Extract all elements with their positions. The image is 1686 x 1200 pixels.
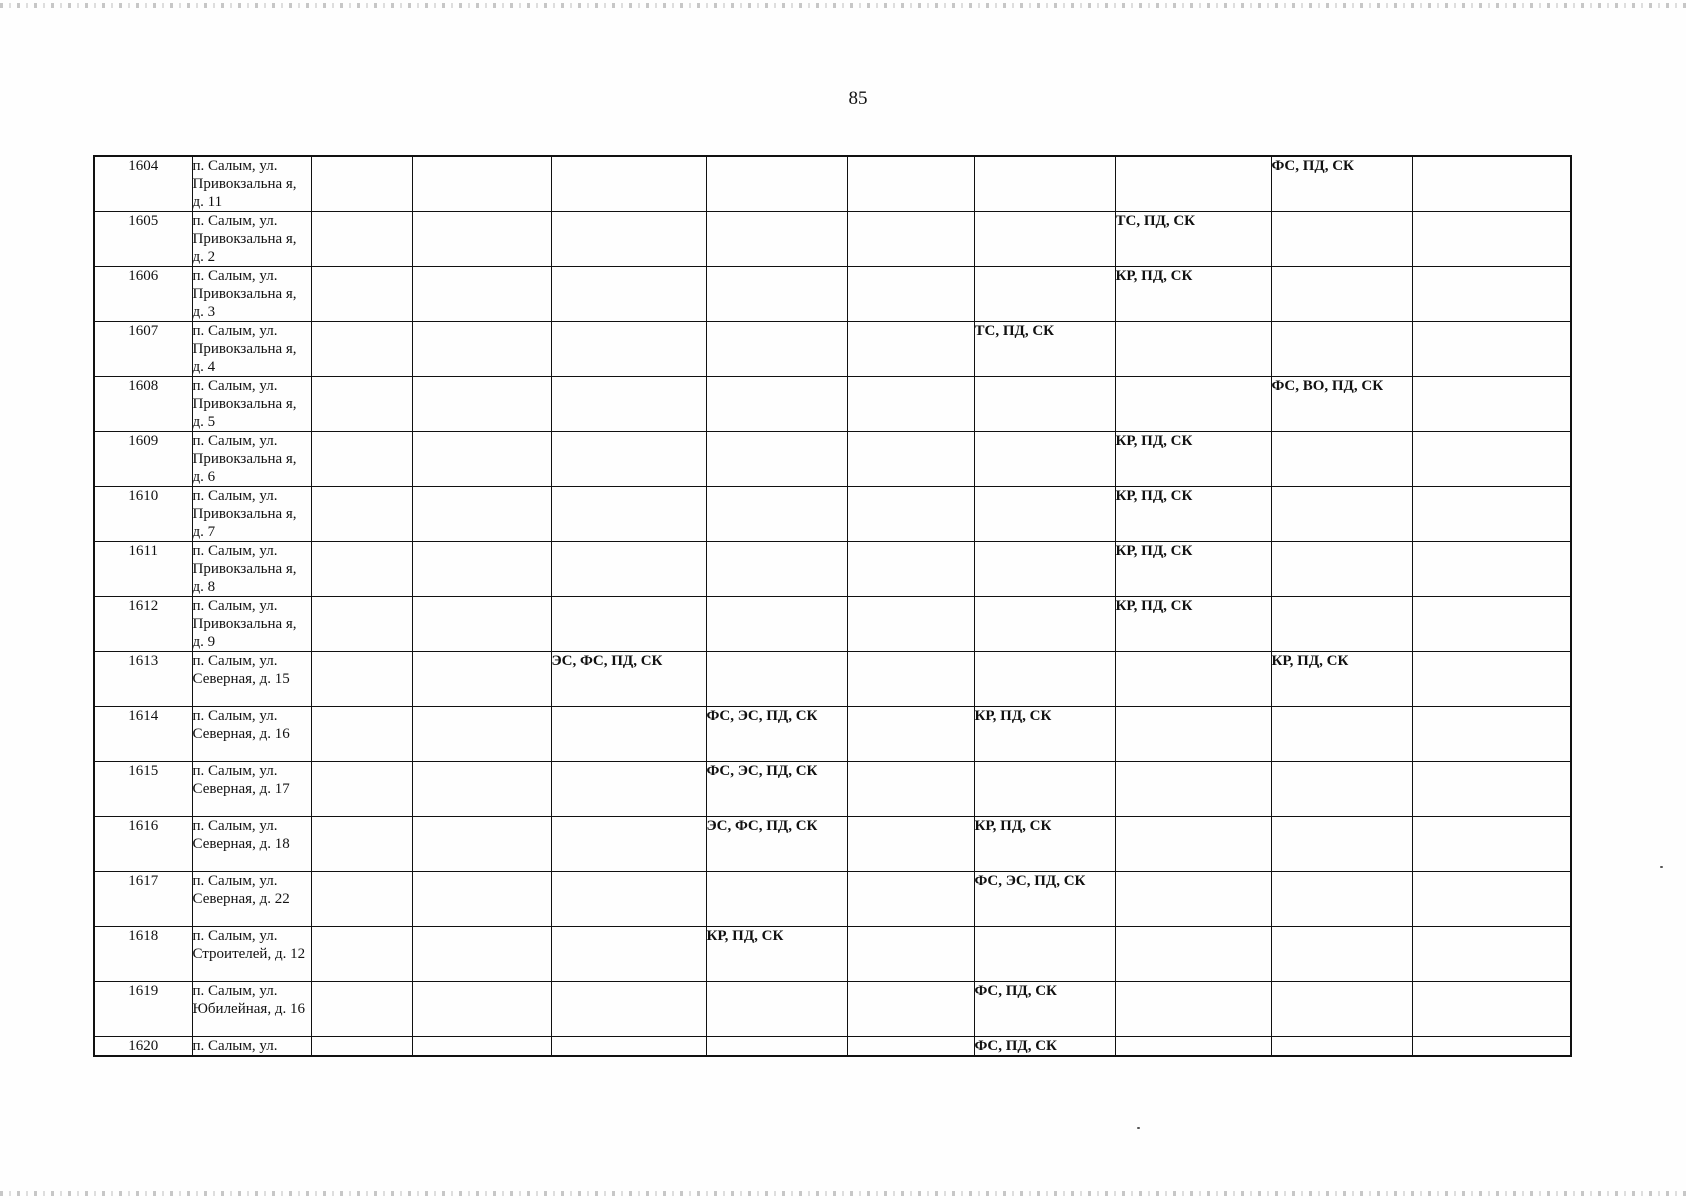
work-type-cell <box>1412 267 1571 322</box>
work-type-cell: ФС, ПД, СК <box>974 1037 1115 1057</box>
work-type-cell <box>1412 927 1571 982</box>
work-type-cell <box>974 267 1115 322</box>
work-type-cell <box>311 597 412 652</box>
work-type-cell <box>1412 817 1571 872</box>
work-type-cell <box>1412 707 1571 762</box>
work-type-cell <box>551 377 706 432</box>
work-type-cell <box>974 652 1115 707</box>
work-type-cell: КР, ПД, СК <box>1115 597 1271 652</box>
work-type-cell <box>412 377 551 432</box>
work-type-cell <box>412 322 551 377</box>
address-cell <box>192 762 311 817</box>
work-type-cell <box>412 542 551 597</box>
work-type-cell: КР, ПД, СК <box>1115 487 1271 542</box>
work-type-cell <box>412 762 551 817</box>
work-type-cell <box>974 487 1115 542</box>
row-number-cell: 1618 <box>94 927 192 982</box>
work-type-cell <box>974 762 1115 817</box>
work-type-cell <box>1412 762 1571 817</box>
work-type-cell <box>706 597 847 652</box>
row-number-cell: 1620 <box>94 1037 192 1057</box>
address-text: п. Салым, ул. Северная, д. 18 <box>192 818 290 852</box>
address-text: п. Салым, ул. Привокзальна я, д. 7 <box>192 488 297 540</box>
work-type-cell <box>311 212 412 267</box>
work-type-cell <box>706 212 847 267</box>
work-type-cell <box>1271 1037 1412 1057</box>
work-type-cell <box>1271 212 1412 267</box>
work-type-cell <box>551 542 706 597</box>
row-number-cell: 1608 <box>94 377 192 432</box>
work-type-cell: ЭС, ФС, ПД, СК <box>706 817 847 872</box>
address-text: п. Салым, ул. Привокзальна я, д. 4 <box>192 323 297 375</box>
work-type-cell <box>847 597 974 652</box>
work-type-cell <box>551 212 706 267</box>
scan-edge-bottom <box>0 1191 1686 1196</box>
address-text: п. Салым, ул. Привокзальна я, д. 11 <box>192 158 297 210</box>
table-row <box>94 377 1571 432</box>
address-text: п. Салым, ул. Северная, д. 17 <box>192 763 290 797</box>
work-type-cell <box>1115 982 1271 1037</box>
work-type-cell <box>412 1037 551 1057</box>
work-type-cell <box>551 432 706 487</box>
work-type-cell <box>311 156 412 212</box>
address-cell <box>192 1037 311 1057</box>
row-number-cell: 1611 <box>94 542 192 597</box>
work-type-cell <box>1115 872 1271 927</box>
work-type-cell <box>311 762 412 817</box>
row-number-cell: 1612 <box>94 597 192 652</box>
table-row <box>94 927 1571 982</box>
work-type-cell <box>412 817 551 872</box>
work-type-cell: КР, ПД, СК <box>1115 432 1271 487</box>
work-type-cell <box>412 267 551 322</box>
work-type-cell <box>1115 762 1271 817</box>
work-type-cell <box>974 432 1115 487</box>
address-text: п. Салым, ул. Привокзальна я, д. 6 <box>192 433 297 485</box>
work-type-cell: ФС, ЭС, ПД, СК <box>974 872 1115 927</box>
work-type-cell <box>1271 707 1412 762</box>
work-type-cell <box>551 872 706 927</box>
work-type-cell <box>551 982 706 1037</box>
work-type-cell: ФС, ПД, СК <box>1271 156 1412 212</box>
work-type-cell <box>847 982 974 1037</box>
address-cell <box>192 542 311 597</box>
work-type-cell <box>311 652 412 707</box>
table-row <box>94 597 1571 652</box>
row-number-cell: 1616 <box>94 817 192 872</box>
address-text: п. Салым, ул. Привокзальна я, д. 3 <box>192 268 297 320</box>
work-type-cell <box>412 156 551 212</box>
row-number-cell: 1609 <box>94 432 192 487</box>
table-row <box>94 212 1571 267</box>
work-type-cell <box>412 597 551 652</box>
work-type-cell <box>412 432 551 487</box>
work-type-cell <box>974 927 1115 982</box>
work-type-cell <box>1412 432 1571 487</box>
work-type-cell <box>847 156 974 212</box>
work-type-cell <box>551 927 706 982</box>
row-number-cell: 1614 <box>94 707 192 762</box>
work-type-cell <box>1271 927 1412 982</box>
row-number-cell: 1604 <box>94 156 192 212</box>
work-type-cell <box>1115 322 1271 377</box>
work-type-cell <box>706 322 847 377</box>
work-type-cell <box>311 322 412 377</box>
address-cell <box>192 377 311 432</box>
address-cell <box>192 817 311 872</box>
table-row <box>94 762 1571 817</box>
work-type-cell <box>847 927 974 982</box>
work-type-cell <box>1115 652 1271 707</box>
table-row <box>94 817 1571 872</box>
work-type-cell <box>551 597 706 652</box>
address-cell <box>192 652 311 707</box>
work-type-cell <box>551 817 706 872</box>
table-row <box>94 487 1571 542</box>
address-cell <box>192 212 311 267</box>
scan-edge-top <box>0 3 1686 8</box>
row-number-cell: 1607 <box>94 322 192 377</box>
row-number-cell: 1619 <box>94 982 192 1037</box>
work-type-cell <box>706 432 847 487</box>
work-type-cell <box>412 872 551 927</box>
work-type-cell <box>311 377 412 432</box>
work-type-cell: КР, ПД, СК <box>974 817 1115 872</box>
work-type-cell <box>706 982 847 1037</box>
work-type-cell <box>311 707 412 762</box>
table-row <box>94 156 1571 212</box>
address-text: п. Салым, ул. Северная, д. 22 <box>192 873 290 907</box>
work-type-cell <box>412 982 551 1037</box>
work-type-cell <box>847 1037 974 1057</box>
work-type-cell <box>974 212 1115 267</box>
work-type-cell <box>311 817 412 872</box>
work-type-cell <box>847 212 974 267</box>
work-type-cell <box>1412 597 1571 652</box>
work-type-cell <box>847 377 974 432</box>
table-body <box>94 156 1571 1056</box>
work-type-cell <box>1115 377 1271 432</box>
work-type-cell <box>706 487 847 542</box>
work-type-cell <box>412 707 551 762</box>
address-cell <box>192 156 311 212</box>
work-type-cell: ФС, ЭС, ПД, СК <box>706 762 847 817</box>
work-type-cell <box>412 927 551 982</box>
work-type-cell <box>1412 212 1571 267</box>
work-type-cell <box>551 322 706 377</box>
row-number-cell: 1617 <box>94 872 192 927</box>
address-cell <box>192 597 311 652</box>
work-type-cell <box>412 212 551 267</box>
work-type-cell <box>311 267 412 322</box>
work-type-cell <box>1412 322 1571 377</box>
work-type-cell <box>847 432 974 487</box>
address-text: п. Салым, ул. Привокзальна я, д. 2 <box>192 213 297 265</box>
scan-speck <box>1660 866 1663 868</box>
work-type-cell: ФС, ЭС, ПД, СК <box>706 707 847 762</box>
work-type-cell <box>311 982 412 1037</box>
work-type-cell <box>1412 542 1571 597</box>
table-row <box>94 432 1571 487</box>
work-type-cell: ФС, ВО, ПД, СК <box>1271 377 1412 432</box>
table-row <box>94 982 1571 1037</box>
address-cell <box>192 707 311 762</box>
work-type-cell <box>1412 377 1571 432</box>
table-row <box>94 542 1571 597</box>
work-type-cell <box>1271 872 1412 927</box>
work-type-cell <box>311 432 412 487</box>
address-text: п. Салым, ул. Северная, д. 15 <box>192 653 290 687</box>
table-row <box>94 707 1571 762</box>
work-type-cell <box>412 652 551 707</box>
work-type-cell <box>1271 432 1412 487</box>
work-type-cell <box>706 542 847 597</box>
address-cell <box>192 982 311 1037</box>
work-type-cell <box>974 542 1115 597</box>
address-cell <box>192 927 311 982</box>
scan-speck <box>1137 1127 1140 1129</box>
work-type-cell <box>1271 542 1412 597</box>
work-type-cell <box>706 377 847 432</box>
work-type-cell <box>847 487 974 542</box>
work-type-cell <box>551 487 706 542</box>
work-type-cell: КР, ПД, СК <box>706 927 847 982</box>
work-type-cell <box>1271 487 1412 542</box>
work-type-cell <box>551 707 706 762</box>
work-type-cell <box>311 1037 412 1057</box>
page-number: 85 <box>848 88 868 109</box>
address-text: п. Салым, ул. Привокзальна я, д. 9 <box>192 598 297 650</box>
table-row <box>94 322 1571 377</box>
address-cell <box>192 322 311 377</box>
work-type-cell <box>1115 707 1271 762</box>
work-type-cell <box>1412 156 1571 212</box>
work-type-cell <box>1412 1037 1571 1057</box>
work-type-cell <box>706 267 847 322</box>
work-type-cell <box>1271 597 1412 652</box>
address-cell <box>192 432 311 487</box>
work-type-cell <box>1271 322 1412 377</box>
work-type-cell <box>311 542 412 597</box>
work-type-cell <box>847 267 974 322</box>
address-text: п. Салым, ул. Юбилейная, д. 16 <box>192 983 305 1017</box>
row-number-cell: 1606 <box>94 267 192 322</box>
work-type-cell: ЭС, ФС, ПД, СК <box>551 652 706 707</box>
table-row <box>94 872 1571 927</box>
work-type-cell: ФС, ПД, СК <box>974 982 1115 1037</box>
work-type-cell <box>1412 872 1571 927</box>
work-type-cell <box>847 817 974 872</box>
work-type-cell: КР, ПД, СК <box>1115 267 1271 322</box>
work-type-cell <box>412 487 551 542</box>
work-type-cell <box>706 652 847 707</box>
work-type-cell <box>706 1037 847 1057</box>
work-type-cell <box>1115 927 1271 982</box>
work-type-cell: КР, ПД, СК <box>1271 652 1412 707</box>
work-type-cell <box>847 707 974 762</box>
work-type-cell <box>1271 267 1412 322</box>
table-row <box>94 1037 1571 1057</box>
work-type-cell <box>311 872 412 927</box>
work-type-cell: КР, ПД, СК <box>974 707 1115 762</box>
work-type-cell <box>1115 817 1271 872</box>
work-type-cell <box>1115 156 1271 212</box>
work-type-cell <box>1412 652 1571 707</box>
work-type-cell <box>311 487 412 542</box>
work-type-cell <box>974 597 1115 652</box>
work-type-cell <box>551 1037 706 1057</box>
work-type-cell <box>847 322 974 377</box>
address-text: п. Салым, ул. <box>192 1038 278 1054</box>
work-type-cell <box>1412 487 1571 542</box>
work-type-cell <box>974 156 1115 212</box>
address-text: п. Салым, ул. Привокзальна я, д. 5 <box>192 378 297 430</box>
row-number-cell: 1613 <box>94 652 192 707</box>
register-table <box>93 155 1572 1057</box>
row-number-cell: 1615 <box>94 762 192 817</box>
work-type-cell: КР, ПД, СК <box>1115 542 1271 597</box>
work-type-cell: ТС, ПД, СК <box>974 322 1115 377</box>
work-type-cell <box>706 156 847 212</box>
address-text: п. Салым, ул. Привокзальна я, д. 8 <box>192 543 297 595</box>
work-type-cell <box>847 652 974 707</box>
address-cell <box>192 872 311 927</box>
work-type-cell <box>551 156 706 212</box>
table-row <box>94 267 1571 322</box>
work-type-cell <box>1271 982 1412 1037</box>
address-cell <box>192 487 311 542</box>
register-table-wrapper <box>93 155 1572 1057</box>
address-cell <box>192 267 311 322</box>
work-type-cell <box>551 267 706 322</box>
work-type-cell: ТС, ПД, СК <box>1115 212 1271 267</box>
address-text: п. Салым, ул. Строителей, д. 12 <box>192 928 306 962</box>
work-type-cell <box>706 872 847 927</box>
table-row <box>94 652 1571 707</box>
work-type-cell <box>974 377 1115 432</box>
address-text: п. Салым, ул. Северная, д. 16 <box>192 708 290 742</box>
work-type-cell <box>1115 1037 1271 1057</box>
work-type-cell <box>847 542 974 597</box>
work-type-cell <box>847 762 974 817</box>
work-type-cell <box>1412 982 1571 1037</box>
row-number-cell: 1605 <box>94 212 192 267</box>
work-type-cell <box>551 762 706 817</box>
work-type-cell <box>1271 762 1412 817</box>
work-type-cell <box>311 927 412 982</box>
work-type-cell <box>1271 817 1412 872</box>
row-number-cell: 1610 <box>94 487 192 542</box>
work-type-cell <box>847 872 974 927</box>
